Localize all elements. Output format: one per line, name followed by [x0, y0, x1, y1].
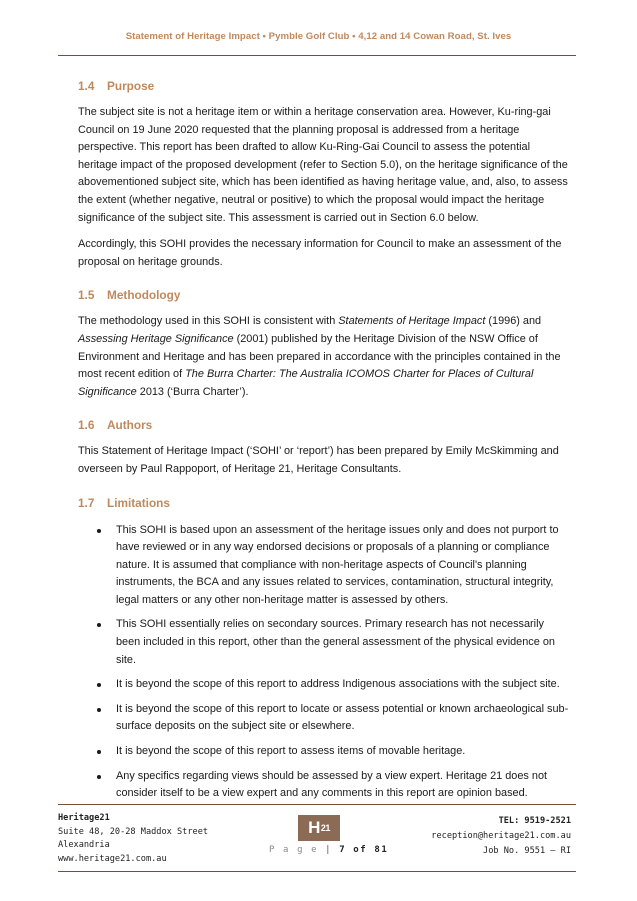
text-run: (2001) published by the Heritage Division of the NSW Office of Environment and Heritage and has been prepared in accordance with the principles contained in the most recent edition of — [78, 332, 561, 381]
address-line: Suite 48, 20-28 Maddox Street — [58, 826, 209, 837]
section-methodology — [78, 286, 570, 401]
list-item-text: Any specifics regarding views should be assessed by a view expert. Heritage 21 does not consider itself to be a view expert and any comments in this report are opinion based. — [116, 769, 548, 800]
email-link[interactable]: reception@heritage21.com.au — [431, 831, 571, 841]
section-heading-methodology — [78, 286, 570, 304]
bullet-icon — [97, 708, 101, 712]
section-heading-authors — [78, 416, 570, 434]
list-item-text: It is beyond the scope of this report to address Indigenous associations with the subject site. — [116, 678, 560, 691]
heritage21-logo — [298, 815, 340, 841]
address-line: Alexandria — [58, 840, 110, 851]
footer-divider-bottom — [58, 871, 576, 872]
list-item — [78, 743, 570, 761]
page-number: 7 of 81 — [339, 845, 389, 855]
paragraph: This Statement of Heritage Impact (‘SOHI’ or ‘report’) has been prepared by Emily McSkimming and overseen by Paul Rappoport, of Heritage 21, Heritage Consultants. — [78, 445, 559, 475]
section-heading-purpose — [78, 77, 570, 95]
bullet-icon — [97, 529, 101, 533]
footer-divider-top — [58, 804, 576, 805]
website-link[interactable]: www.heritage21.com.au — [58, 853, 167, 864]
list-item-text: This SOHI essentially relies on secondary sources. Primary research has not necessarily been included in this report, other than the general assessment of the physical evidence on site. — [116, 618, 555, 666]
footer-company-block — [58, 812, 208, 866]
bullet-icon — [97, 750, 101, 754]
header-divider — [58, 55, 576, 56]
telephone: TEL: 9519-2521 — [498, 816, 571, 826]
section-limitations — [78, 494, 570, 803]
page-label: P a g e — [269, 845, 319, 855]
running-header: Statement of Heritage Impact • Pymble Golf Club • 4,12 and 14 Cowan Road, St. Ives — [125, 31, 512, 42]
section-title: Limitations — [107, 495, 170, 510]
paragraph — [78, 313, 570, 401]
text-run: The methodology used in this SOHI is consistent with — [78, 315, 339, 328]
section-purpose — [78, 77, 570, 271]
citation-title: Statements of Heritage Impact — [338, 315, 486, 328]
section-number: 1.6 — [78, 418, 95, 433]
logo-letter: H — [308, 818, 320, 837]
paragraph: Accordingly, this SOHI provides the necessary information for Council to make an assessment of the proposal on heritage grounds. — [78, 238, 562, 268]
list-item — [78, 616, 570, 669]
bullet-icon — [97, 623, 101, 627]
citation-title: The Burra Charter: The Australia ICOMOS Charter for Places of Cultural Significance — [78, 368, 534, 398]
page-separator: | — [325, 845, 333, 855]
footer-contact-block — [431, 814, 571, 859]
list-item-text: It is beyond the scope of this report to locate or assess potential or known archaeological sub-surface deposits on the subject site or elsewhere. — [116, 702, 569, 733]
bullet-icon — [97, 775, 101, 779]
section-title: Authors — [107, 418, 153, 433]
logo-number: 21 — [320, 823, 330, 833]
job-number: Job No. 9551 – RI — [483, 846, 571, 856]
section-authors — [78, 416, 570, 478]
list-item — [78, 768, 570, 803]
list-item — [78, 522, 570, 610]
section-heading-limitations — [78, 494, 570, 512]
text-run: (1996) and — [485, 315, 542, 328]
section-number: 1.7 — [78, 495, 95, 510]
section-title: Purpose — [107, 79, 155, 93]
limitations-list — [78, 522, 570, 803]
text-run: 2013 (‘Burra Charter’). — [136, 385, 249, 398]
list-item-text: This SOHI is based upon an assessment of the heritage issues only and does not purport to have reviewed or in any way endorsed decisions or proposals of a planning or compliance nature. It is assumed that compliance with non-heritage aspects of Council's planning instruments, the BCA and any issues related to services, contamination, structural integrity, legal matters or any other non-heritage matter is assessed by others. — [116, 523, 559, 606]
section-title: Methodology — [107, 288, 181, 303]
document-body — [78, 77, 570, 810]
citation-title: Assessing Heritage Significance — [78, 332, 234, 345]
section-number: 1.5 — [78, 288, 95, 303]
section-number: 1.4 — [78, 79, 95, 93]
company-name: Heritage21 — [58, 813, 110, 823]
list-item-text: It is beyond the scope of this report to assess items of movable heritage. — [116, 745, 466, 758]
page-indicator — [269, 845, 388, 855]
list-item — [78, 676, 570, 694]
bullet-icon — [97, 683, 101, 687]
paragraph: The subject site is not a heritage item or within a heritage conservation area. However, Ku-ring-gai Council on 19 June 2020 requested that the planning proposal is addressed from a heritage perspective. This report has been drafted to allow Ku-Ring-Gai Council to assess the potential heritage impact of the proposed development (refer to Section 5.0), on the heritage significance of the abovementioned subject site, which has been identified as having heritage value, and, also, to assess the extent (whether negative, neutral or positive) to which the proposal would impact the heritage significance of the subject site. This assessment is carried out in Section 6.0 below. — [78, 106, 568, 224]
list-item — [78, 701, 570, 736]
